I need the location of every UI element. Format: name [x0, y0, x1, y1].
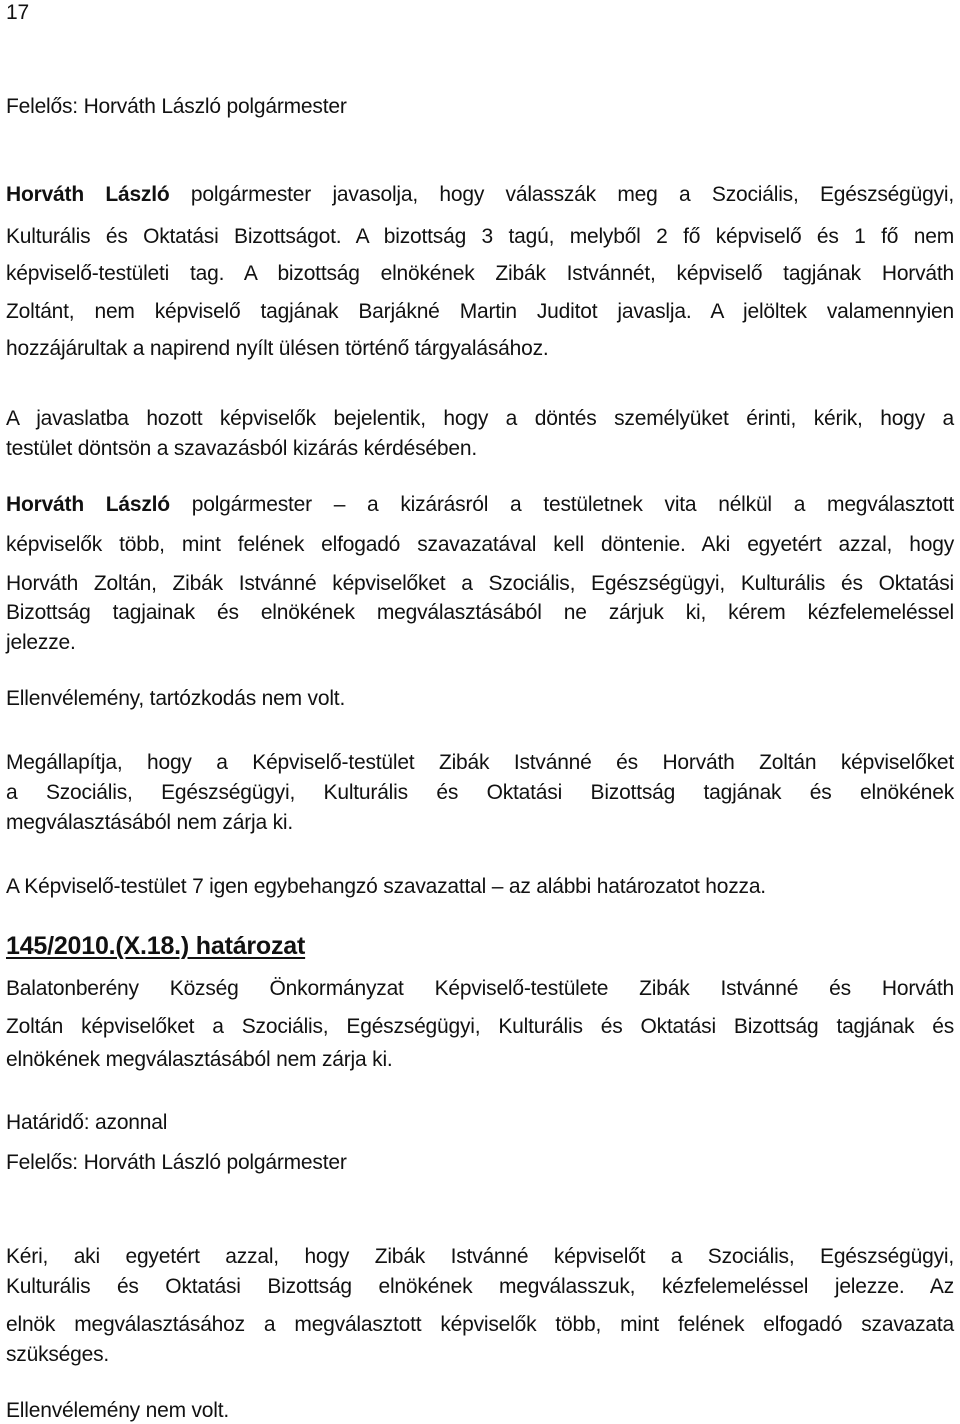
no-objection-line-2: Ellenvélemény nem volt.	[6, 1399, 230, 1422]
paragraph-exclusion-line-2: képviselők több, mint felének elfogadó szavazatával kell döntenie. Aki egyetért azzal, hogy	[6, 533, 954, 556]
paragraph-exclusion-line-3: Horváth Zoltán, Zibák Istvánné képviselőket a Szociális, Egészségügyi, Kulturális és Oktatási	[6, 572, 954, 595]
paragraph-conflict-line-1: A javaslatba hozott képviselők bejelentik, hogy a döntés személyüket érinti, kérik, hogy a	[6, 407, 954, 430]
paragraph-chair-vote-line-3: elnök megválasztásához a megválasztott képviselők több, mint felének elfogadó szavazata	[6, 1313, 954, 1336]
page-number: 17	[6, 1, 29, 24]
paragraph-finding-line-3: megválasztásából nem zárja ki.	[6, 811, 293, 834]
paragraph-finding-line-2: a Szociális, Egészségügyi, Kulturális és Oktatási Bizottság tagjának és elnökének	[6, 781, 954, 804]
paragraph-proposal-line-2: Kulturális és Oktatási Bizottságot. A bizottság 3 tagú, melyből 2 fő képviselő és 1 fő nem	[6, 225, 954, 248]
paragraph-proposal-line-1: Horváth László polgármester javasolja, hogy válasszák meg a Szociális, Egészségügyi,	[6, 183, 954, 206]
paragraph-resolution-line-3: elnökének megválasztásából nem zárja ki.	[6, 1048, 393, 1071]
vote-result: A Képviselő-testület 7 igen egybehangzó szavazattal – az alábbi határozatot hozza.	[6, 875, 766, 898]
speaker-name: Horváth László	[6, 493, 170, 516]
paragraph-exclusion-line-1: Horváth László polgármester – a kizárásról a testületnek vita nélkül a megválasztott	[6, 493, 954, 516]
paragraph-proposal-line-4: Zoltánt, nem képviselő tagjának Barjákné Martin Juditot javaslja. A jelöltek valamennyien	[6, 300, 954, 323]
paragraph-proposal-line-5: hozzájárultak a napirend nyílt ülésen történő tárgyalásához.	[6, 337, 549, 360]
responsible-line-2: Felelős: Horváth László polgármester	[6, 1151, 347, 1174]
paragraph-conflict-line-2: testület döntsön a szavazásból kizárás kérdésében.	[6, 437, 477, 460]
no-objection-line-1: Ellenvélemény, tartózkodás nem volt.	[6, 687, 346, 710]
paragraph-chair-vote-line-1: Kéri, aki egyetért azzal, hogy Zibák Istvánné képviselőt a Szociális, Egészségügyi,	[6, 1245, 954, 1268]
paragraph-proposal-line-3: képviselő-testületi tag. A bizottság elnökének Zibák Istvánnét, képviselő tagjának Horváth	[6, 262, 954, 285]
deadline-line: Határidő: azonnal	[6, 1111, 168, 1134]
paragraph-chair-vote-line-2: Kulturális és Oktatási Bizottság elnökének megválasszuk, kézfelemeléssel jelezze. Az	[6, 1275, 954, 1298]
responsible-line-1: Felelős: Horváth László polgármester	[6, 95, 347, 118]
resolution-title: 145/2010.(X.18.) határozat	[6, 932, 306, 960]
paragraph-resolution-line-1: Balatonberény Község Önkormányzat Képviselő-testülete Zibák Istvánné és Horváth	[6, 977, 954, 1000]
paragraph-exclusion-line-5: jelezze.	[6, 631, 76, 654]
speaker-name: Horváth László	[6, 183, 170, 206]
paragraph-exclusion-line-4: Bizottság tagjainak és elnökének megválasztásából ne zárjuk ki, kérem kézfelemeléssel	[6, 601, 954, 624]
paragraph-resolution-line-2: Zoltán képviselőket a Szociális, Egészségügyi, Kulturális és Oktatási Bizottság tagjának és	[6, 1015, 954, 1038]
paragraph-finding-line-1: Megállapítja, hogy a Képviselő-testület Zibák Istvánné és Horváth Zoltán képviselőket	[6, 751, 954, 774]
paragraph-chair-vote-line-4: szükséges.	[6, 1343, 110, 1366]
